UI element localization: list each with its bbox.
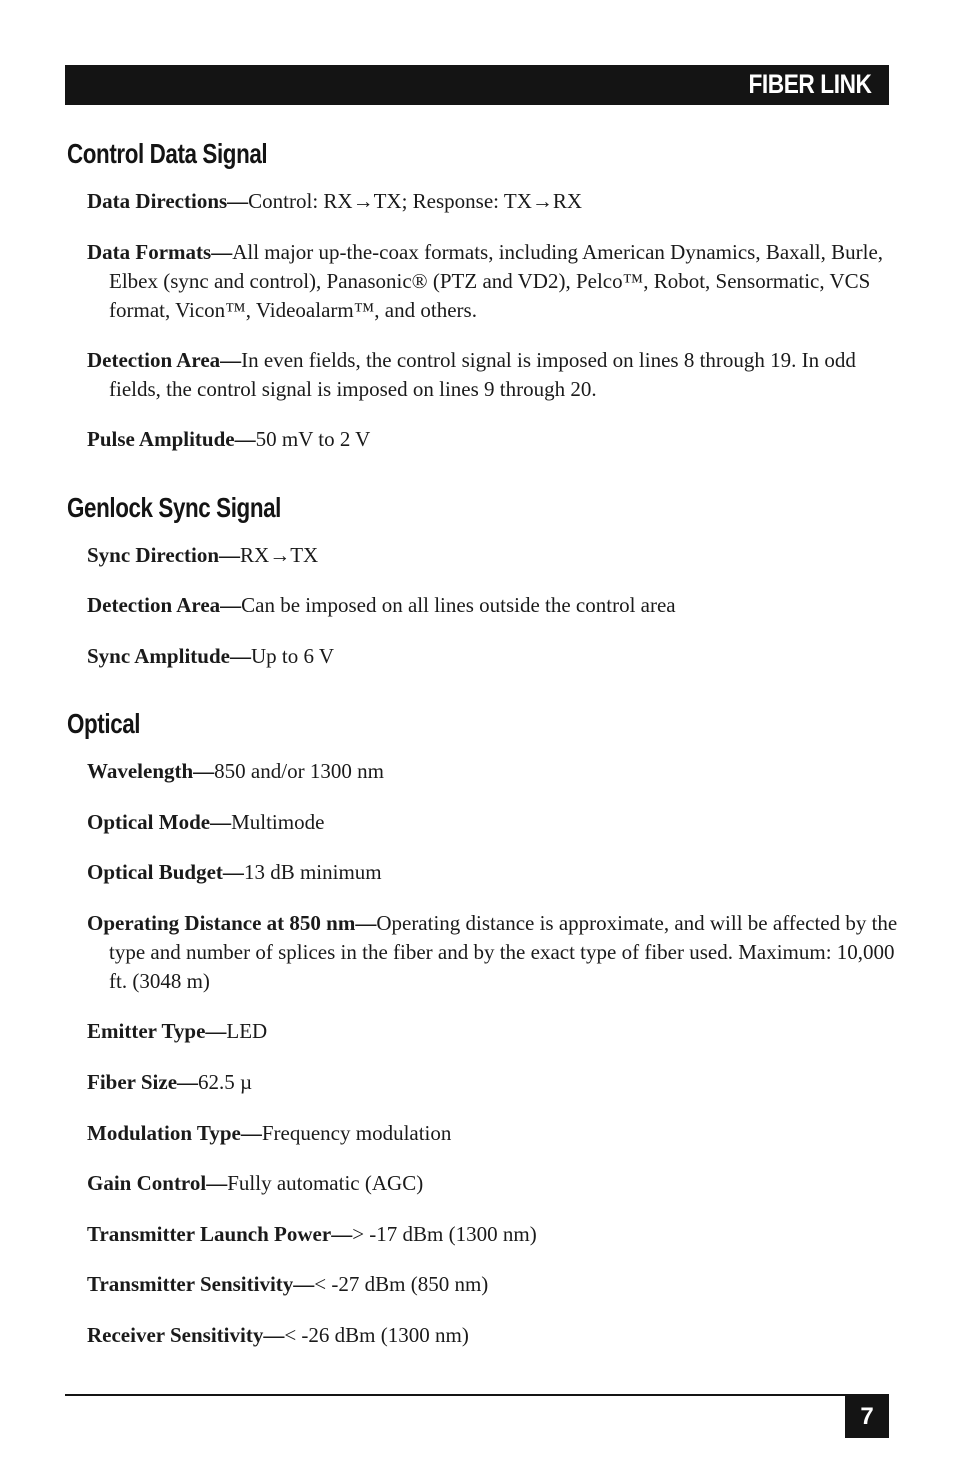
section-heading-genlock-sync-signal: Genlock Sync Signal (67, 492, 281, 523)
spec-modulation-type (87, 1119, 909, 1148)
spec-value: Frequency modulation (261, 1121, 452, 1145)
section-heading-optical: Optical (67, 708, 141, 739)
spec-transmitter-sensitivity (87, 1270, 909, 1299)
spec-term: Transmitter Launch Power— (87, 1222, 353, 1246)
spec-value: All major up-the-coax formats, including American Dynamics, Baxall, Burle, Elbex (sync and control), Panasonic® (PTZ and VD2), Pelco™, Robot, Sensormatic, VCS format, Vicon™, Videoalarm™, and others. (109, 240, 884, 322)
spec-value: 850 and/or 1300 nm (214, 759, 384, 783)
spec-value: Up to 6 V (250, 644, 334, 668)
spec-transmitter-launch-power (87, 1220, 909, 1249)
header-title: FIBER LINK (747, 69, 871, 99)
spec-value: Fully automatic (AGC) (227, 1171, 424, 1195)
spec-sync-direction (87, 541, 909, 570)
spec-term: Gain Control— (87, 1171, 228, 1195)
spec-term: Sync Amplitude— (87, 644, 251, 668)
spec-term: Optical Budget— (87, 860, 244, 884)
spec-operating-distance (87, 909, 909, 996)
spec-detection-area (87, 346, 909, 404)
spec-term: Fiber Size— (87, 1070, 199, 1094)
spec-term: Operating Distance at 850 nm— (87, 911, 377, 935)
header-bar (65, 65, 889, 105)
spec-value: 13 dB minimum (243, 860, 382, 884)
spec-value: Can be imposed on all lines outside the control area (241, 593, 676, 617)
spec-term: Sync Direction— (87, 543, 241, 567)
spec-value: < -26 dBm (1300 nm) (284, 1323, 469, 1347)
spec-gain-control (87, 1169, 909, 1198)
page-number: 7 (860, 1403, 874, 1430)
spec-value: In even fields, the control signal is imposed on lines 8 through 19. In odd fields, the control signal is imposed on lines 9 through 20. (109, 348, 856, 401)
spec-value: RX→TX (240, 543, 319, 567)
spec-term: Optical Mode— (87, 810, 232, 834)
spec-term: Detection Area— (87, 593, 242, 617)
spec-value: 62.5 µ (198, 1070, 253, 1094)
spec-term: Receiver Sensitivity— (87, 1323, 285, 1347)
spec-sync-amplitude (87, 642, 909, 671)
spec-term: Pulse Amplitude— (87, 427, 256, 451)
spec-term: Data Formats— (87, 240, 233, 264)
spec-value: > -17 dBm (1300 nm) (352, 1222, 537, 1246)
spec-value: Control: RX→TX; Response: TX→RX (248, 189, 583, 213)
spec-value: < -27 dBm (850 nm) (314, 1272, 489, 1296)
page-number-box (845, 1396, 889, 1438)
spec-wavelength (87, 757, 909, 786)
spec-value: 50 mV to 2 V (255, 427, 371, 451)
spec-pulse-amplitude (87, 425, 909, 454)
spec-sync-detection-area (87, 591, 909, 620)
spec-value: Multimode (231, 810, 325, 834)
spec-value: Operating distance is approximate, and will be affected by the type and number of splices in the fiber and by the exact type of fiber used. Maximum: 10,000 ft. (3048 m) (109, 911, 898, 993)
spec-term: Transmitter Sensitivity— (87, 1272, 315, 1296)
spec-data-directions (87, 187, 909, 216)
spec-receiver-sensitivity (87, 1321, 909, 1350)
spec-data-formats (87, 238, 909, 325)
spec-term: Detection Area— (87, 348, 242, 372)
spec-emitter-type (87, 1017, 909, 1046)
spec-term: Data Directions— (87, 189, 249, 213)
spec-optical-budget (87, 858, 909, 887)
spec-term: Emitter Type— (87, 1019, 227, 1043)
spec-fiber-size (87, 1068, 909, 1097)
footer-rule (65, 1394, 889, 1396)
spec-optical-mode (87, 808, 909, 837)
spec-term: Modulation Type— (87, 1121, 262, 1145)
section-heading-control-data-signal: Control Data Signal (67, 138, 268, 169)
spec-value: LED (226, 1019, 268, 1043)
spec-term: Wavelength— (87, 759, 215, 783)
